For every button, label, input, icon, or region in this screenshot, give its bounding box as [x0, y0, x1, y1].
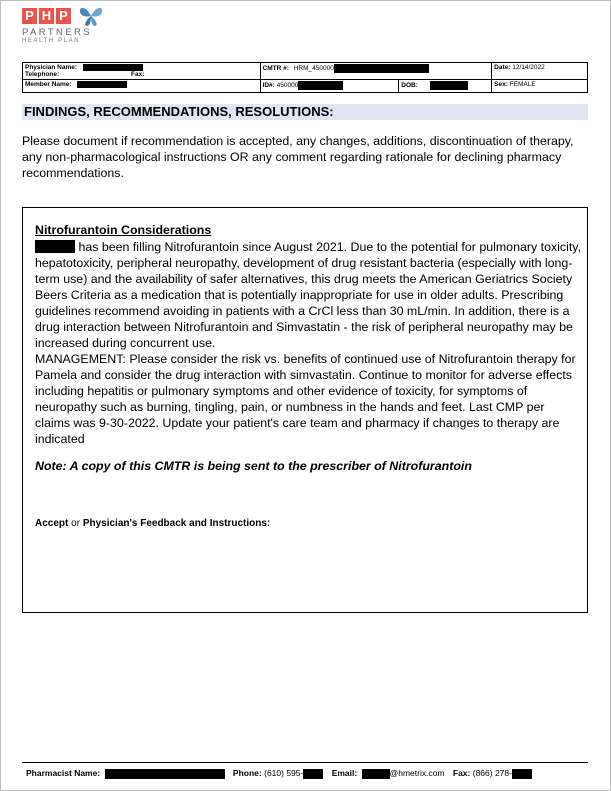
redaction-bar — [334, 64, 429, 73]
butterfly-icon — [78, 4, 104, 28]
phone-value: (610) 595- — [264, 768, 304, 778]
redaction-bar — [512, 769, 532, 779]
id-value: 450000 — [276, 82, 299, 90]
email-value: @hmetrix.com — [389, 768, 445, 778]
redaction-bar — [362, 769, 390, 779]
logo-health-plan-text: HEALTH PLAN — [22, 38, 81, 44]
consideration-title: Nitrofurantoin Considerations — [35, 223, 212, 237]
management-text: MANAGEMENT: Please consider the risk vs. benefits of continued use of Nitrofurantoin therapy for Pamela and consider the drug interaction with simvastatin. Continue to monitor for adverse effects including hepatitis or pulmonary symptoms and other evidence of toxicity, for symptoms of neuropathy such as burning, tingling, pain, or numbness in the hands and feet. Last CMP per claims was 9-30-2022. Update your patient's care team and pharmacy if changes to therapy are indicated — [35, 352, 576, 446]
consideration-body — [35, 239, 583, 447]
footer — [26, 768, 532, 779]
sex-cell — [492, 80, 588, 93]
member-cell — [23, 80, 261, 93]
redaction-bar — [430, 81, 468, 90]
accept-label: Accept — [35, 518, 69, 529]
redaction-bar — [105, 769, 225, 779]
logo-partners-text: PARTNERS — [22, 27, 93, 38]
logo-letter: H — [39, 8, 54, 24]
feedback-area[interactable] — [35, 518, 270, 529]
email-label: Email: — [331, 768, 358, 778]
redaction-bar — [83, 64, 143, 71]
header-info-table — [22, 62, 588, 93]
dob-label: DOB: — [401, 82, 418, 90]
consideration-box — [22, 207, 588, 613]
physician-cell — [23, 63, 261, 80]
sex-label: Sex: — [494, 81, 508, 89]
sex-value: FEMALE — [509, 81, 536, 89]
section-title: FINDINGS, RECOMMENDATIONS, RESOLUTIONS: — [24, 104, 334, 119]
fax-value: (866) 278- — [472, 768, 512, 778]
redaction-bar — [35, 240, 75, 253]
date-label: Date: — [494, 64, 511, 71]
logo-letter: P — [22, 8, 37, 24]
phone-label: Phone: — [232, 768, 262, 778]
cmtr-note: Note: A copy of this CMTR is being sent to the prescriber of Nitrofurantoin — [35, 459, 472, 473]
or-text: or — [68, 518, 83, 529]
cmtr-label: CMTR #: — [262, 65, 289, 73]
feedback-label: Physician's Feedback and Instructions: — [82, 518, 271, 529]
cmtr-value: HRM_450000 — [293, 65, 334, 73]
cmtr-cell — [260, 63, 492, 80]
consideration-text: has been filling Nitrofurantoin since August 2021. Due to the potential for pulmonary toxicity, hepatotoxicity, peripheral neuropathy, development of drug resistant bacteria (especially with long-term use) and the availability of safer alternatives, this drug meets the American Geriatrics Society Beers Criteria as a medication that is potentially inappropriate for use in older adults. Prescribing guidelines recommend avoiding in patients with a CrCl less than 30 mL/min. In addition, there is a drug interaction between Nitrofurantoin and Simvastatin - the risk of peripheral neuropathy may be increased during concurrent use. — [35, 240, 582, 350]
redaction-bar — [303, 769, 323, 779]
footer-divider — [22, 762, 588, 763]
date-cell — [492, 63, 588, 80]
logo-letter: P — [56, 8, 71, 24]
pharmacist-label: Pharmacist Name: — [26, 768, 101, 778]
partners-health-plan-logo — [22, 8, 92, 44]
intro-paragraph: Please document if recommendation is accepted, any changes, additions, discontinuation of therapy, any non-pharmacological instructions OR any comment regarding rationale for declining pharmacy recommendations. — [22, 134, 574, 180]
redaction-bar — [298, 81, 343, 90]
id-cell — [260, 80, 399, 93]
fax-label: Fax: — [452, 768, 471, 778]
fax-label: Fax: — [131, 71, 145, 79]
id-label: ID#: — [262, 82, 275, 90]
physician-name-label: Physician Name: — [25, 64, 78, 72]
telephone-label: Telephone: — [25, 71, 60, 79]
date-value: 12/14/2022 — [512, 64, 545, 71]
dob-cell — [399, 80, 492, 93]
member-name-label: Member Name: — [25, 81, 72, 89]
redaction-bar — [77, 81, 127, 88]
